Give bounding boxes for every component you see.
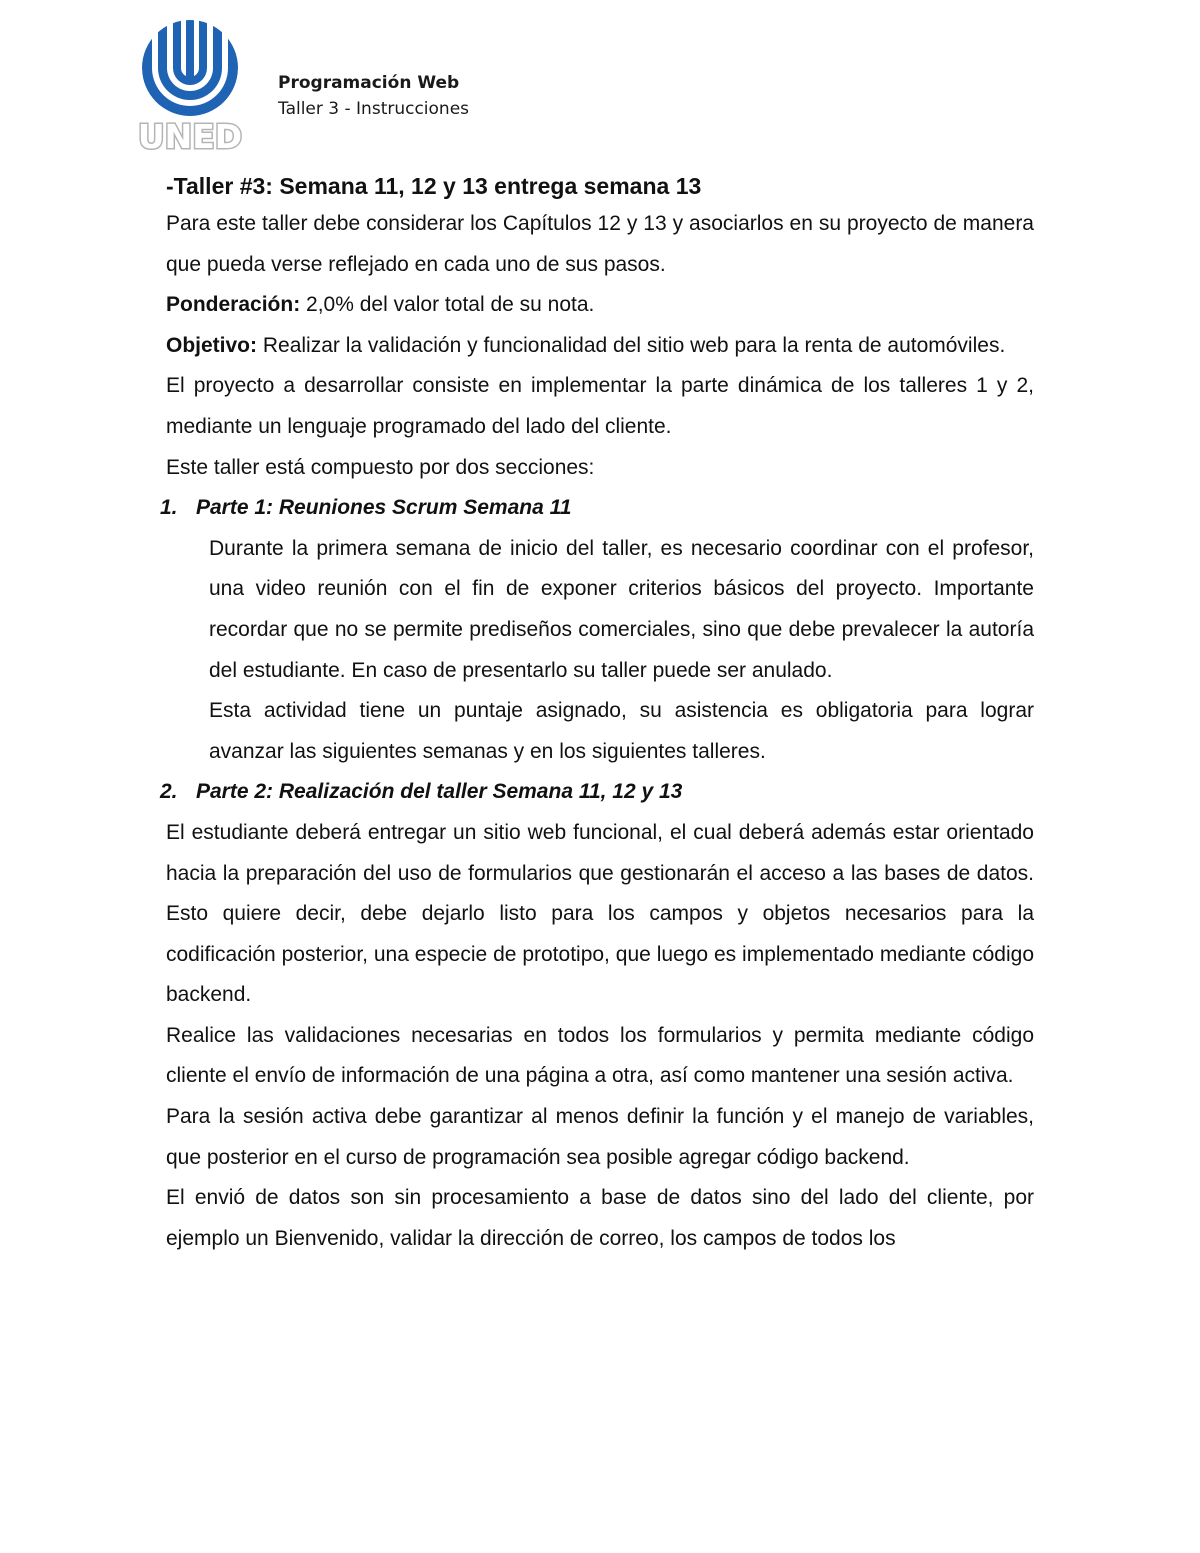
uned-logo-text: UNED (138, 117, 242, 154)
proyecto-paragraph: El proyecto a desarrollar consiste en implementar la parte dinámica de los talleres 1 y 2, mediante un lenguaje programado del lado del cliente. (166, 374, 1034, 438)
secciones-paragraph: Este taller está compuesto por dos secciones: (166, 455, 595, 479)
parte2-paragraph-1: El estudiante deberá entregar un sitio web funcional, el cual deberá además estar orientado hacia la preparación del uso de formularios que gestionarán el acceso a las bases de datos. Esto quiere decir, debe dejarlo listo para los campos y objetos necesarios para la codificación posterior, una especie de prototipo, que luego es implementado mediante código backend. (166, 820, 1034, 1007)
objetivo-text: Realizar la validación y funcionalidad del sitio web para la renta de automóviles. (257, 333, 1006, 357)
ponderacion-text: 2,0% del valor total de su nota. (300, 293, 595, 317)
page-header (278, 70, 469, 122)
parte1-paragraph-1: Durante la primera semana de inicio del taller, es necesario coordinar con el profesor, una video reunión con el fin de exponer criterios básicos del proyecto. Importante recordar que no se permite prediseños comerciales, sino que debe prevalecer la autoría del estudiante. En caso de presentarlo su taller puede ser anulado. (209, 536, 1034, 682)
uned-logo (138, 18, 242, 154)
header-subtitle: Taller 3 - Instrucciones (278, 99, 470, 119)
ponderacion-paragraph (166, 285, 1034, 326)
objetivo-paragraph (166, 326, 1034, 367)
parte1-heading (160, 488, 1028, 529)
intro-paragraph: Para este taller debe considerar los Capítulos 12 y 13 y asociarlos en su proyecto de manera que pueda verse reflejado en cada uno de sus pasos. (166, 212, 1034, 276)
parte1-paragraph-2: Esta actividad tiene un puntaje asignado, su asistencia es obligatoria para lograr avanzar las siguientes semanas y en los siguientes talleres. (209, 699, 1034, 763)
parte2-heading (160, 772, 1028, 813)
ponderacion-label: Ponderación: (166, 293, 301, 317)
objetivo-label: Objetivo: (166, 333, 258, 357)
parte2-number: 2. (160, 780, 178, 804)
parte1-body (166, 529, 1034, 773)
document-title: -Taller #3: Semana 11, 12 y 13 entrega semana 13 (166, 173, 702, 199)
document-body (160, 168, 1034, 1259)
parte1-title: Parte 1: Reuniones Scrum Semana 11 (196, 496, 572, 520)
parte2-paragraph-2: Realice las validaciones necesarias en todos los formularios y permita mediante código cliente el envío de información de una página a otra, así como mantener una sesión activa. (166, 1023, 1034, 1088)
parte1-number: 1. (160, 496, 178, 520)
course-name: Programación Web (278, 73, 460, 93)
parte2-paragraph-4: El envió de datos son sin procesamiento a base de datos sino del lado del cliente, por ejemplo un Bienvenido, validar la dirección de correo, los campos de todos los (166, 1186, 1034, 1250)
parte2-title: Parte 2: Realización del taller Semana 11, 12 y 13 (196, 780, 683, 804)
parte2-paragraph-3: Para la sesión activa debe garantizar al menos definir la función y el manejo de variables, que posterior en el curso de programación sea posible agregar código backend. (166, 1105, 1034, 1169)
